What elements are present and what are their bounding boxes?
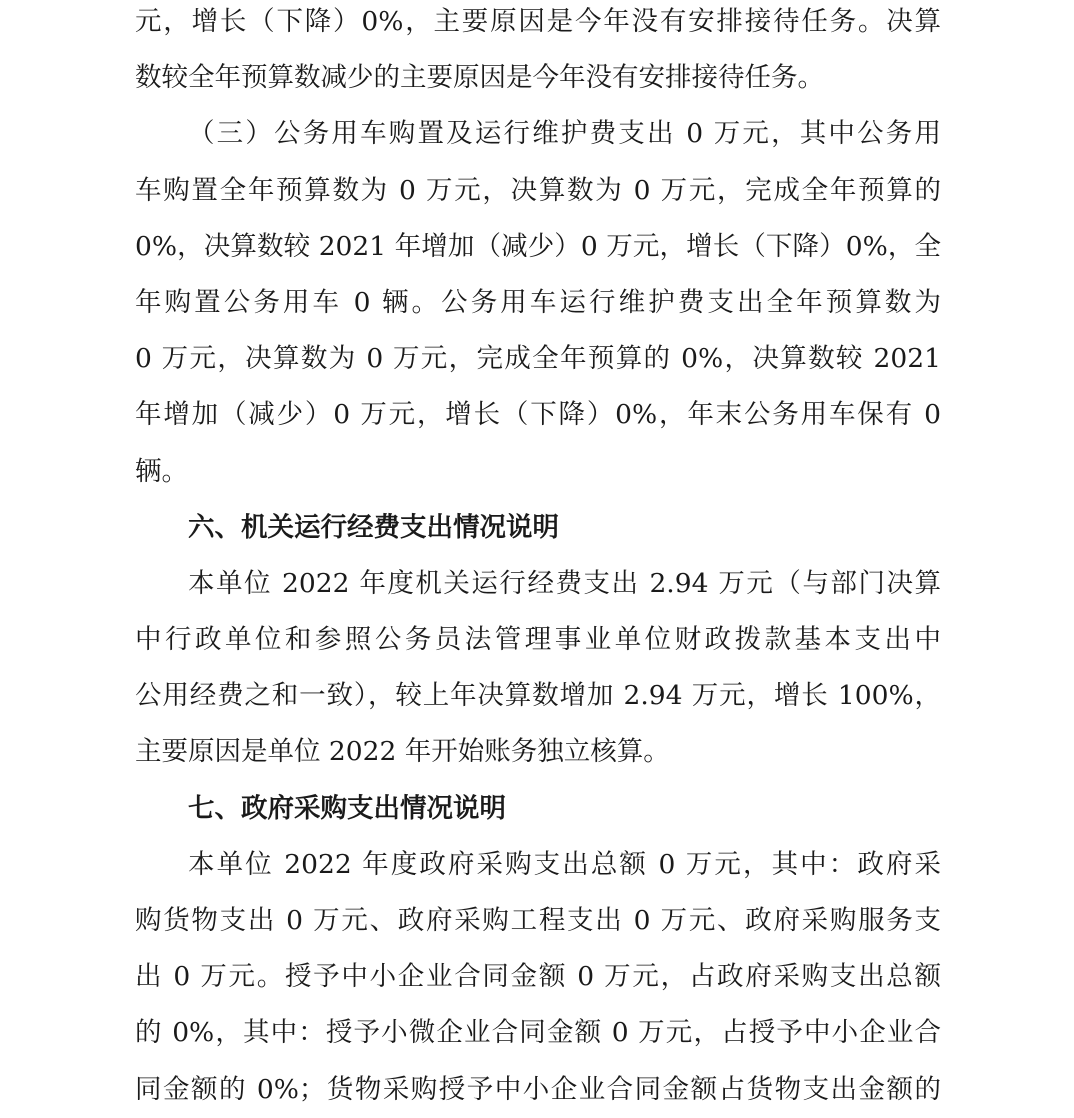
section-heading: 七、政府采购支出情况说明 xyxy=(188,792,506,824)
section-agency-operating-expenses xyxy=(135,500,941,781)
section-heading: 六、机关运行经费支出情况说明 xyxy=(188,511,559,543)
text-line: 主要原因是单位 2022 年开始账务独立核算。 xyxy=(135,736,670,768)
text-line: 数较全年预算数减少的主要原因是今年没有安排接待任务。 xyxy=(135,62,824,94)
text-line: 公用经费之和一致），较上年决算数增加 2.94 万元，增长 100%， xyxy=(135,680,941,712)
paragraph-vehicle-expenses xyxy=(135,106,941,499)
text-line: 本单位 2022 年度机关运行经费支出 2.94 万元（与部门决算 xyxy=(188,567,941,599)
text-line: 本单位 2022 年度政府采购支出总额 0 万元，其中：政府采 xyxy=(188,848,941,880)
paragraph-reception-expenses xyxy=(135,0,941,106)
text-line: 购货物支出 0 万元、政府采购工程支出 0 万元、政府采购服务支 xyxy=(135,905,941,936)
text-line: 出 0 万元。授予中小企业合同金额 0 万元，占政府采购支出总额 xyxy=(135,961,941,993)
document-page xyxy=(135,0,941,1118)
text-line: 同金额的 0%；货物采购授予中小企业合同金额占货物支出金额的 xyxy=(135,1073,941,1105)
section-government-procurement xyxy=(135,781,941,1118)
text-line: 的 0%，其中：授予小微企业合同金额 0 万元，占授予中小企业合 xyxy=(135,1017,941,1049)
text-line: 辆。 xyxy=(135,455,188,487)
text-line: 年购置公务用车 0 辆。公务用车运行维护费支出全年预算数为 xyxy=(135,286,941,318)
text-line: 0%，决算数较 2021 年增加（减少）0 万元，增长（下降）0%，全 xyxy=(135,230,941,262)
text-line: 年增加（减少）0 万元，增长（下降）0%，年末公务用车保有 0 xyxy=(135,399,941,431)
text-line: （三）公务用车购置及运行维护费支出 0 万元，其中公务用 xyxy=(188,118,941,150)
text-line: 0 万元，决算数为 0 万元，完成全年预算的 0%，决算数较 2021 xyxy=(135,343,941,375)
text-line: 中行政单位和参照公务员法管理事业单位财政拨款基本支出中 xyxy=(135,624,941,656)
text-line: 车购置全年预算数为 0 万元，决算数为 0 万元，完成全年预算的 xyxy=(135,174,941,206)
text-line: 元，增长（下降）0%，主要原因是今年没有安排接待任务。决算 xyxy=(135,6,941,37)
